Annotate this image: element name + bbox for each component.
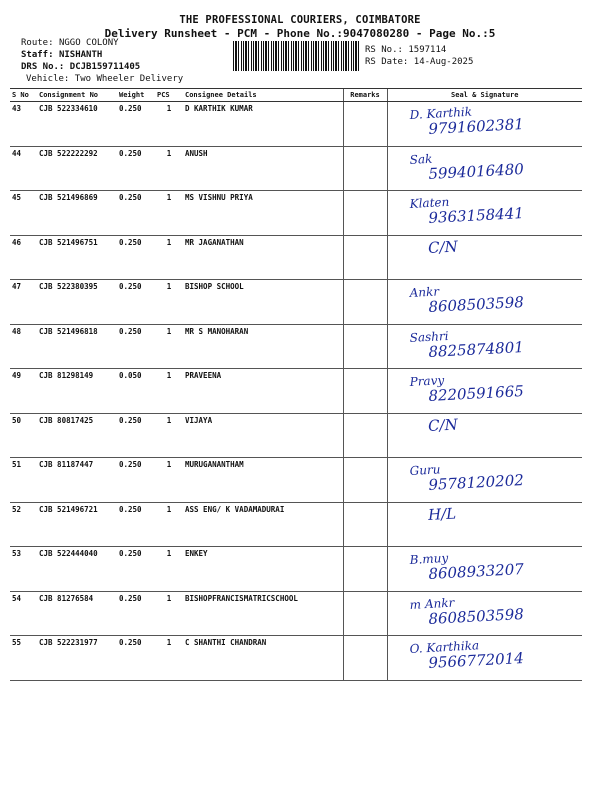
- table-row: [10, 502, 582, 547]
- cell-signature: [387, 235, 582, 280]
- cell-consignee: ASS ENG/ K VADAMADURAI: [183, 502, 343, 547]
- cell-consignee: ANUSH: [183, 146, 343, 191]
- rs-date-line: [365, 57, 473, 67]
- route-value: NGGO COLONY: [58, 38, 119, 48]
- cell-signature: [387, 413, 582, 458]
- cell-weight: 0.250: [117, 235, 155, 280]
- cell-consignee: MR JAGANATHAN: [183, 235, 343, 280]
- table-row: [10, 191, 582, 236]
- cell-sno: 47: [10, 280, 37, 325]
- signature-name: m Ankr: [408, 595, 455, 612]
- cell-weight: 0.250: [117, 547, 155, 592]
- handwritten-signature: [389, 369, 581, 406]
- cell-consignment-no: CJB 521496721: [37, 502, 117, 547]
- cell-consignee: MS VISHNU PRIYA: [183, 191, 343, 236]
- handwritten-signature: [389, 502, 580, 524]
- cell-consignment-no: CJB 522222292: [37, 146, 117, 191]
- cell-signature: [387, 458, 582, 503]
- cell-pcs: 1: [155, 636, 183, 681]
- cell-weight: 0.250: [117, 636, 155, 681]
- signature-phone: 5994016480: [427, 159, 524, 183]
- cell-sno: 55: [10, 636, 37, 681]
- runsheet-title: Delivery Runsheet - PCM - Phone No.:9047080280 - Page No.:5: [104, 27, 496, 40]
- cell-sno: 51: [10, 458, 37, 503]
- col-weight: Weight: [117, 89, 155, 102]
- cell-consignment-no: CJB 81187447: [37, 458, 117, 503]
- staff-label: Staff:: [21, 50, 54, 60]
- handwritten-signature: [389, 235, 580, 257]
- cell-remarks: [343, 502, 387, 547]
- cell-signature: [387, 146, 582, 191]
- cell-pcs: 1: [155, 324, 183, 369]
- handwritten-signature: [389, 191, 581, 228]
- vehicle-line: [26, 74, 183, 84]
- cell-signature: [387, 280, 582, 325]
- col-consignment: Consignment No: [37, 89, 117, 102]
- table-row: [10, 547, 582, 592]
- cell-consignment-no: CJB 521496751: [37, 235, 117, 280]
- cell-remarks: [343, 235, 387, 280]
- cell-weight: 0.250: [117, 502, 155, 547]
- signature-phone: 8608503598: [427, 604, 524, 628]
- signature-name: O. Karthika: [408, 638, 479, 656]
- table-row: [10, 102, 582, 147]
- table-row: [10, 413, 582, 458]
- cell-consignee: C SHANTHI CHANDRAN: [183, 636, 343, 681]
- company-name: THE PROFESSIONAL COURIERS, COIMBATORE: [179, 14, 421, 26]
- table-header-row: [10, 89, 582, 102]
- cell-signature: [387, 369, 582, 414]
- rs-no-label: RS No.:: [365, 45, 403, 55]
- cell-remarks: [343, 413, 387, 458]
- cell-consignee: ENKEY: [183, 547, 343, 592]
- cell-consignment-no: CJB 81276584: [37, 591, 117, 636]
- drs-label: DRS No.:: [21, 62, 65, 72]
- handwritten-signature: [389, 280, 581, 317]
- signature-phone: 8825874801: [427, 337, 524, 361]
- cell-consignee: PRAVEENA: [183, 369, 343, 414]
- cell-pcs: 1: [155, 280, 183, 325]
- handwritten-signature: [389, 591, 581, 628]
- cell-pcs: 1: [155, 591, 183, 636]
- handwritten-signature: [389, 413, 580, 435]
- cell-sno: 44: [10, 146, 37, 191]
- cell-pcs: 1: [155, 413, 183, 458]
- cell-sno: 45: [10, 191, 37, 236]
- route-label: Route:: [21, 38, 54, 48]
- cell-signature: [387, 591, 582, 636]
- drs-value: DCJB159711405: [69, 62, 141, 72]
- cell-consignee: D KARTHIK KUMAR: [183, 102, 343, 147]
- signature-name: D. Karthik: [408, 104, 472, 122]
- cell-weight: 0.250: [117, 280, 155, 325]
- cell-signature: [387, 191, 582, 236]
- signature-phone: 9363158441: [427, 204, 524, 227]
- cell-pcs: 1: [155, 547, 183, 592]
- signature-phone: C/N: [427, 236, 458, 257]
- cell-weight: 0.250: [117, 102, 155, 147]
- signature-phone: H/L: [427, 504, 457, 524]
- cell-pcs: 1: [155, 102, 183, 147]
- signature-name: Klaten: [408, 194, 450, 211]
- cell-sno: 54: [10, 591, 37, 636]
- table-row: [10, 146, 582, 191]
- table-row: [10, 636, 582, 681]
- barcode: [233, 41, 361, 71]
- cell-consignment-no: CJB 522380395: [37, 280, 117, 325]
- cell-sno: 53: [10, 547, 37, 592]
- table-row: [10, 591, 582, 636]
- table-row: [10, 280, 582, 325]
- cell-remarks: [343, 324, 387, 369]
- signature-name: Pravy: [408, 373, 445, 389]
- cell-remarks: [343, 280, 387, 325]
- cell-pcs: 1: [155, 502, 183, 547]
- signature-phone: 9578120202: [427, 471, 524, 494]
- cell-consignment-no: CJB 522334610: [37, 102, 117, 147]
- cell-consignment-no: CJB 521496818: [37, 324, 117, 369]
- rs-no-line: [365, 45, 446, 55]
- cell-pcs: 1: [155, 146, 183, 191]
- cell-consignee: BISHOP SCHOOL: [183, 280, 343, 325]
- cell-weight: 0.050: [117, 369, 155, 414]
- staff-line: [21, 50, 102, 60]
- col-pcs: PCS: [155, 89, 183, 102]
- cell-remarks: [343, 547, 387, 592]
- table-row: [10, 324, 582, 369]
- cell-signature: [387, 636, 582, 681]
- vehicle-value: Two Wheeler Delivery: [74, 74, 184, 84]
- col-consignee: Consignee Details: [183, 89, 343, 102]
- col-remarks: Remarks: [343, 89, 387, 102]
- vehicle-label: Vehicle:: [26, 74, 70, 84]
- cell-sno: 46: [10, 235, 37, 280]
- handwritten-signature: [389, 547, 581, 584]
- cell-remarks: [343, 458, 387, 503]
- cell-weight: 0.250: [117, 324, 155, 369]
- cell-sno: 43: [10, 102, 37, 147]
- runsheet-table: [10, 88, 582, 681]
- cell-remarks: [343, 146, 387, 191]
- signature-phone: 9566772014: [427, 649, 524, 672]
- cell-consignee: BISHOPFRANCISMATRICSCHOOL: [183, 591, 343, 636]
- rs-no-value: 1597114: [408, 45, 447, 55]
- signature-phone: 8220591665: [427, 382, 524, 405]
- cell-consignment-no: CJB 522444040: [37, 547, 117, 592]
- col-sno: S No: [10, 89, 37, 102]
- handwritten-signature: [389, 458, 581, 495]
- cell-pcs: 1: [155, 235, 183, 280]
- cell-consignment-no: CJB 521496869: [37, 191, 117, 236]
- cell-remarks: [343, 369, 387, 414]
- cell-weight: 0.250: [117, 191, 155, 236]
- cell-weight: 0.250: [117, 146, 155, 191]
- handwritten-signature: [389, 102, 581, 139]
- table-row: [10, 458, 582, 503]
- signature-name: Guru: [408, 462, 441, 478]
- cell-pcs: 1: [155, 369, 183, 414]
- cell-consignee: MURUGANANTHAM: [183, 458, 343, 503]
- cell-consignee: VIJAYA: [183, 413, 343, 458]
- signature-phone: 9791602381: [427, 115, 524, 138]
- signature-phone: 8608503598: [427, 293, 524, 316]
- cell-sno: 50: [10, 413, 37, 458]
- cell-signature: [387, 324, 582, 369]
- cell-weight: 0.250: [117, 458, 155, 503]
- signature-phone: C/N: [427, 414, 458, 435]
- cell-remarks: [343, 636, 387, 681]
- cell-signature: [387, 102, 582, 147]
- cell-signature: [387, 502, 582, 547]
- cell-consignment-no: CJB 80817425: [37, 413, 117, 458]
- handwritten-signature: [389, 636, 581, 673]
- route-line: [21, 38, 119, 48]
- staff-value: NISHANTH: [58, 50, 103, 60]
- drs-line: [21, 62, 140, 72]
- cell-sno: 49: [10, 369, 37, 414]
- cell-pcs: 1: [155, 458, 183, 503]
- cell-sno: 52: [10, 502, 37, 547]
- handwritten-signature: [389, 146, 581, 183]
- handwritten-signature: [389, 324, 581, 361]
- table-row: [10, 369, 582, 414]
- cell-signature: [387, 547, 582, 592]
- cell-weight: 0.250: [117, 591, 155, 636]
- cell-weight: 0.250: [117, 413, 155, 458]
- rs-date-value: 14-Aug-2025: [413, 57, 474, 67]
- table-row: [10, 235, 582, 280]
- signature-name: Sak: [408, 151, 433, 167]
- signature-name: B.muy: [408, 550, 449, 567]
- cell-consignee: MR S MANOHARAN: [183, 324, 343, 369]
- signature-phone: 8608933207: [427, 560, 524, 583]
- col-signature: Seal & Signature: [387, 89, 582, 102]
- cell-pcs: 1: [155, 191, 183, 236]
- cell-consignment-no: CJB 522231977: [37, 636, 117, 681]
- rs-date-label: RS Date:: [365, 57, 409, 67]
- cell-remarks: [343, 191, 387, 236]
- cell-remarks: [343, 102, 387, 147]
- cell-consignment-no: CJB 81298149: [37, 369, 117, 414]
- cell-sno: 48: [10, 324, 37, 369]
- signature-name: Sashri: [408, 328, 449, 345]
- cell-remarks: [343, 591, 387, 636]
- signature-name: Ankr: [408, 284, 439, 300]
